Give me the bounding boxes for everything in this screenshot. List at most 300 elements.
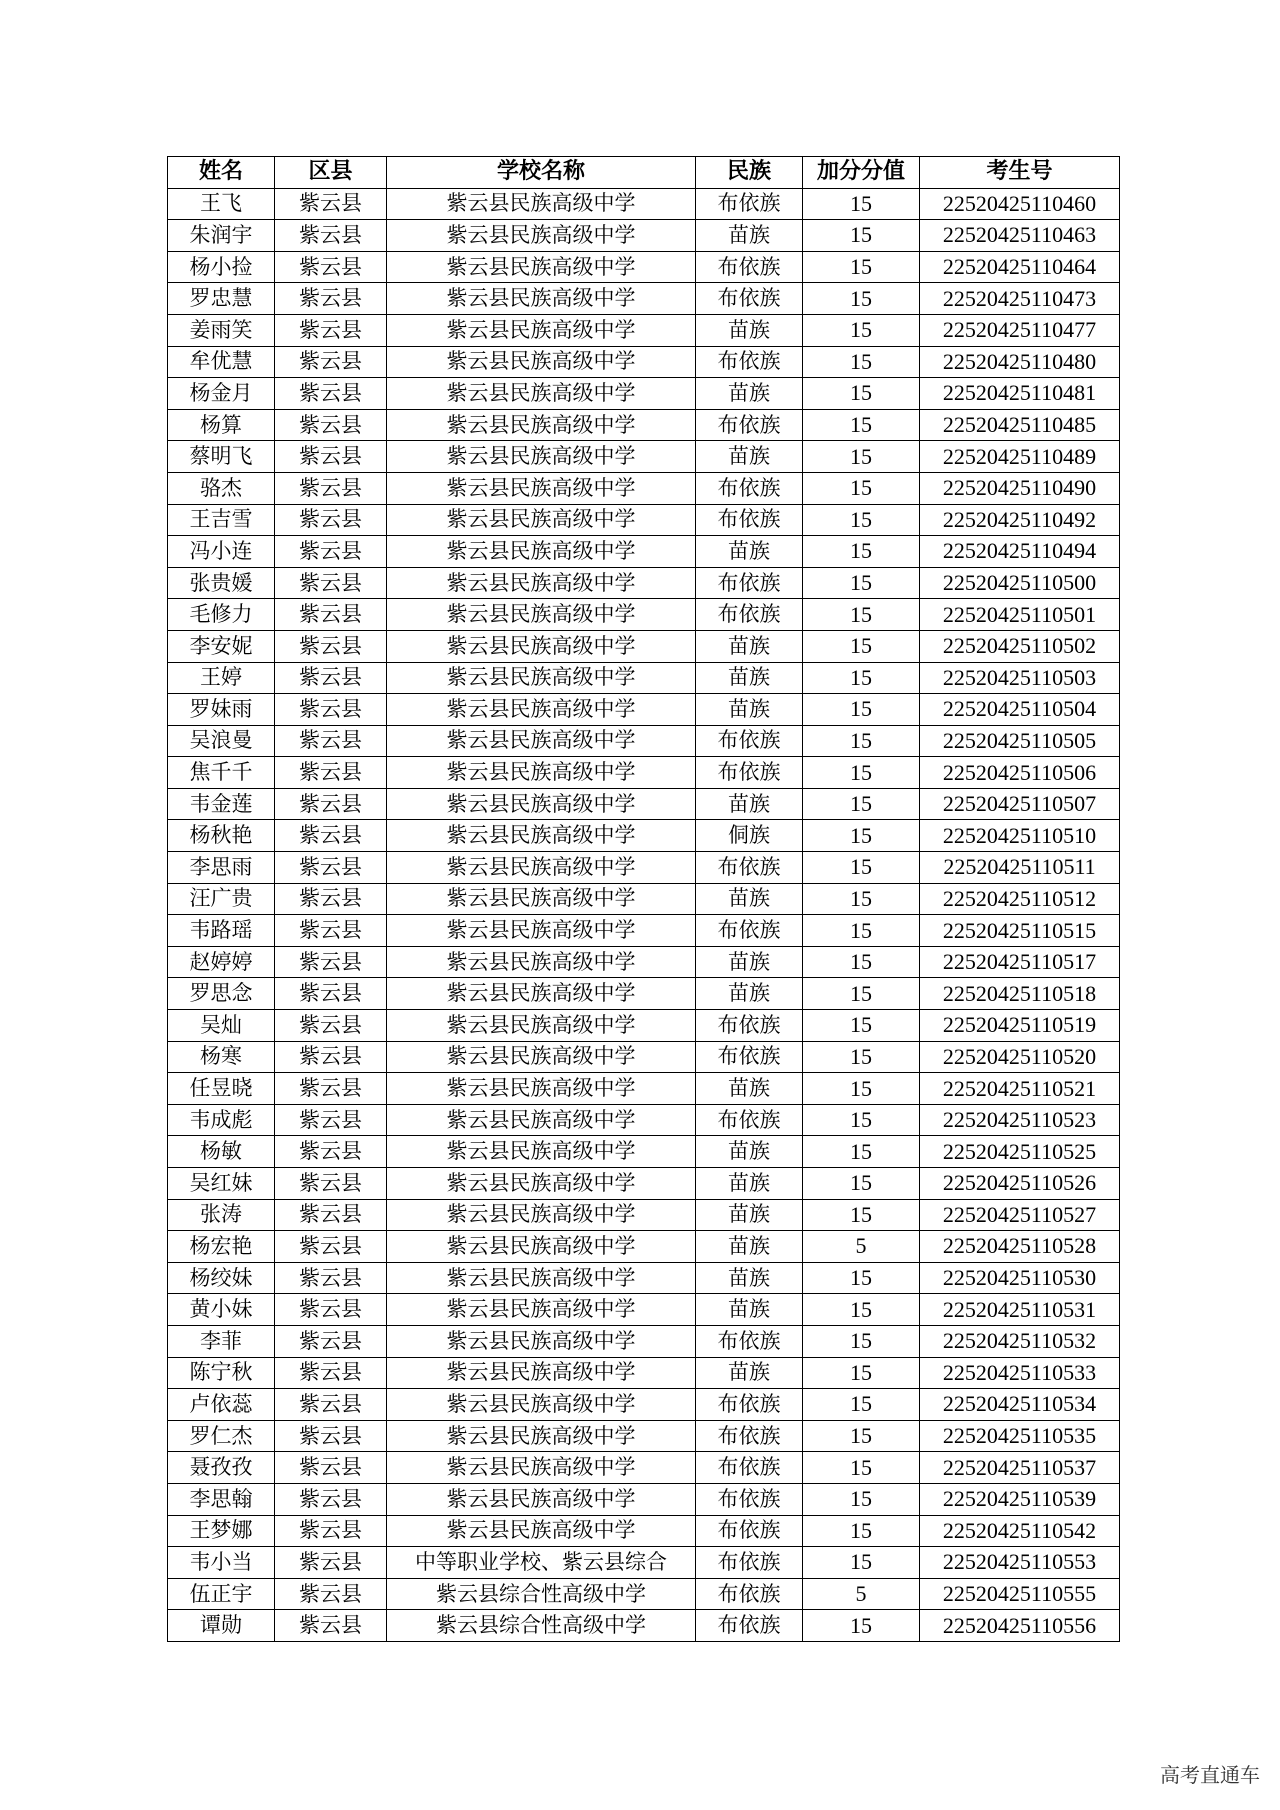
cell-district: 紫云县 — [275, 1515, 387, 1547]
cell-bonus-points: 15 — [803, 1610, 920, 1642]
cell-bonus-points: 15 — [803, 504, 920, 536]
cell-name: 罗忠慧 — [168, 283, 275, 315]
cell-name: 吴红妹 — [168, 1168, 275, 1200]
cell-exam-id: 22520425110500 — [920, 567, 1120, 599]
table-row — [168, 1262, 1120, 1294]
cell-name: 杨敏 — [168, 1136, 275, 1168]
cell-school: 紫云县民族高级中学 — [387, 346, 696, 378]
cell-bonus-points: 15 — [803, 915, 920, 947]
table-row — [168, 883, 1120, 915]
cell-school: 紫云县民族高级中学 — [387, 314, 696, 346]
cell-exam-id: 22520425110481 — [920, 378, 1120, 410]
table-row — [168, 915, 1120, 947]
cell-ethnicity: 苗族 — [696, 314, 803, 346]
cell-district: 紫云县 — [275, 1231, 387, 1263]
table-row — [168, 1168, 1120, 1200]
cell-exam-id: 22520425110527 — [920, 1199, 1120, 1231]
cell-ethnicity: 布依族 — [696, 1041, 803, 1073]
cell-name: 李思翰 — [168, 1483, 275, 1515]
cell-ethnicity: 布依族 — [696, 915, 803, 947]
cell-name: 李菲 — [168, 1325, 275, 1357]
cell-bonus-points: 15 — [803, 1483, 920, 1515]
cell-school: 紫云县民族高级中学 — [387, 1010, 696, 1042]
cell-name: 伍正宇 — [168, 1578, 275, 1610]
cell-ethnicity: 侗族 — [696, 820, 803, 852]
cell-exam-id: 22520425110510 — [920, 820, 1120, 852]
cell-ethnicity: 布依族 — [696, 1610, 803, 1642]
cell-exam-id: 22520425110502 — [920, 630, 1120, 662]
cell-bonus-points: 15 — [803, 1073, 920, 1105]
cell-ethnicity: 苗族 — [696, 946, 803, 978]
cell-ethnicity: 布依族 — [696, 567, 803, 599]
table-row — [168, 788, 1120, 820]
table-row — [168, 1515, 1120, 1547]
cell-bonus-points: 15 — [803, 409, 920, 441]
table-row — [168, 1420, 1120, 1452]
cell-name: 李安妮 — [168, 630, 275, 662]
cell-exam-id: 22520425110523 — [920, 1104, 1120, 1136]
cell-bonus-points: 15 — [803, 1357, 920, 1389]
cell-exam-id: 22520425110512 — [920, 883, 1120, 915]
cell-school: 紫云县民族高级中学 — [387, 472, 696, 504]
cell-ethnicity: 布依族 — [696, 599, 803, 631]
cell-school: 紫云县民族高级中学 — [387, 978, 696, 1010]
cell-ethnicity: 布依族 — [696, 1483, 803, 1515]
table-row — [168, 1136, 1120, 1168]
cell-name: 杨宏艳 — [168, 1231, 275, 1263]
cell-school: 紫云县民族高级中学 — [387, 883, 696, 915]
cell-bonus-points: 15 — [803, 1199, 920, 1231]
cell-district: 紫云县 — [275, 378, 387, 410]
cell-district: 紫云县 — [275, 1610, 387, 1642]
cell-district: 紫云县 — [275, 1168, 387, 1200]
table-row — [168, 694, 1120, 726]
table-row — [168, 283, 1120, 315]
cell-district: 紫云县 — [275, 1294, 387, 1326]
cell-name: 牟优慧 — [168, 346, 275, 378]
bonus-points-table — [167, 156, 1120, 1642]
table-body — [168, 188, 1120, 1641]
cell-school: 紫云县民族高级中学 — [387, 409, 696, 441]
cell-bonus-points: 15 — [803, 883, 920, 915]
table-row — [168, 1452, 1120, 1484]
cell-school: 紫云县民族高级中学 — [387, 820, 696, 852]
cell-ethnicity: 苗族 — [696, 1199, 803, 1231]
cell-exam-id: 22520425110518 — [920, 978, 1120, 1010]
cell-bonus-points: 15 — [803, 662, 920, 694]
cell-school: 紫云县民族高级中学 — [387, 1136, 696, 1168]
cell-bonus-points: 15 — [803, 567, 920, 599]
cell-district: 紫云县 — [275, 1136, 387, 1168]
cell-school: 紫云县民族高级中学 — [387, 378, 696, 410]
table-row — [168, 441, 1120, 473]
cell-school: 紫云县民族高级中学 — [387, 946, 696, 978]
cell-bonus-points: 15 — [803, 1041, 920, 1073]
cell-exam-id: 22520425110505 — [920, 725, 1120, 757]
cell-name: 吴灿 — [168, 1010, 275, 1042]
header-name: 姓名 — [168, 157, 275, 189]
cell-exam-id: 22520425110519 — [920, 1010, 1120, 1042]
cell-bonus-points: 15 — [803, 852, 920, 884]
cell-exam-id: 22520425110489 — [920, 441, 1120, 473]
cell-district: 紫云县 — [275, 630, 387, 662]
cell-ethnicity: 布依族 — [696, 725, 803, 757]
cell-school: 中等职业学校、紫云县综合 — [387, 1547, 696, 1579]
cell-exam-id: 22520425110531 — [920, 1294, 1120, 1326]
header-district: 区县 — [275, 157, 387, 189]
table-row — [168, 220, 1120, 252]
cell-bonus-points: 15 — [803, 1168, 920, 1200]
cell-ethnicity: 苗族 — [696, 1168, 803, 1200]
cell-ethnicity: 布依族 — [696, 1389, 803, 1421]
cell-school: 紫云县民族高级中学 — [387, 630, 696, 662]
cell-school: 紫云县民族高级中学 — [387, 504, 696, 536]
cell-bonus-points: 15 — [803, 599, 920, 631]
cell-ethnicity: 布依族 — [696, 472, 803, 504]
cell-name: 张贵媛 — [168, 567, 275, 599]
cell-school: 紫云县民族高级中学 — [387, 852, 696, 884]
cell-name: 聂孜孜 — [168, 1452, 275, 1484]
table-row — [168, 1294, 1120, 1326]
cell-name: 汪广贵 — [168, 883, 275, 915]
cell-ethnicity: 苗族 — [696, 883, 803, 915]
cell-ethnicity: 苗族 — [696, 978, 803, 1010]
header-school: 学校名称 — [387, 157, 696, 189]
cell-name: 杨秋艳 — [168, 820, 275, 852]
cell-school: 紫云县民族高级中学 — [387, 1231, 696, 1263]
cell-exam-id: 22520425110503 — [920, 662, 1120, 694]
cell-name: 韦小当 — [168, 1547, 275, 1579]
table-row — [168, 251, 1120, 283]
cell-exam-id: 22520425110525 — [920, 1136, 1120, 1168]
cell-exam-id: 22520425110526 — [920, 1168, 1120, 1200]
cell-school: 紫云县民族高级中学 — [387, 536, 696, 568]
cell-district: 紫云县 — [275, 1420, 387, 1452]
cell-district: 紫云县 — [275, 1199, 387, 1231]
cell-ethnicity: 布依族 — [696, 1104, 803, 1136]
cell-bonus-points: 15 — [803, 314, 920, 346]
cell-bonus-points: 15 — [803, 536, 920, 568]
cell-ethnicity: 苗族 — [696, 1262, 803, 1294]
cell-bonus-points: 5 — [803, 1231, 920, 1263]
cell-school: 紫云县民族高级中学 — [387, 1294, 696, 1326]
cell-district: 紫云县 — [275, 188, 387, 220]
cell-name: 王吉雪 — [168, 504, 275, 536]
cell-name: 李思雨 — [168, 852, 275, 884]
cell-name: 任昱晓 — [168, 1073, 275, 1105]
cell-ethnicity: 布依族 — [696, 1325, 803, 1357]
cell-exam-id: 22520425110533 — [920, 1357, 1120, 1389]
cell-district: 紫云县 — [275, 694, 387, 726]
cell-exam-id: 22520425110507 — [920, 788, 1120, 820]
cell-bonus-points: 15 — [803, 1389, 920, 1421]
cell-district: 紫云县 — [275, 662, 387, 694]
table-row — [168, 852, 1120, 884]
cell-name: 陈宁秋 — [168, 1357, 275, 1389]
cell-exam-id: 22520425110504 — [920, 694, 1120, 726]
cell-exam-id: 22520425110480 — [920, 346, 1120, 378]
cell-ethnicity: 苗族 — [696, 662, 803, 694]
cell-exam-id: 22520425110501 — [920, 599, 1120, 631]
cell-ethnicity: 苗族 — [696, 220, 803, 252]
cell-school: 紫云县民族高级中学 — [387, 1420, 696, 1452]
cell-exam-id: 22520425110506 — [920, 757, 1120, 789]
cell-school: 紫云县民族高级中学 — [387, 1041, 696, 1073]
cell-school: 紫云县民族高级中学 — [387, 220, 696, 252]
cell-name: 焦千千 — [168, 757, 275, 789]
cell-bonus-points: 5 — [803, 1578, 920, 1610]
cell-name: 韦路瑶 — [168, 915, 275, 947]
cell-district: 紫云县 — [275, 1452, 387, 1484]
table-row — [168, 567, 1120, 599]
cell-school: 紫云县民族高级中学 — [387, 188, 696, 220]
cell-bonus-points: 15 — [803, 978, 920, 1010]
cell-ethnicity: 苗族 — [696, 1357, 803, 1389]
cell-district: 紫云县 — [275, 599, 387, 631]
table-row — [168, 1357, 1120, 1389]
cell-bonus-points: 15 — [803, 378, 920, 410]
table-row — [168, 1104, 1120, 1136]
cell-bonus-points: 15 — [803, 1547, 920, 1579]
cell-exam-id: 22520425110532 — [920, 1325, 1120, 1357]
cell-district: 紫云县 — [275, 946, 387, 978]
cell-bonus-points: 15 — [803, 820, 920, 852]
header-bonus-points: 加分分值 — [803, 157, 920, 189]
cell-bonus-points: 15 — [803, 1420, 920, 1452]
cell-exam-id: 22520425110556 — [920, 1610, 1120, 1642]
cell-district: 紫云县 — [275, 472, 387, 504]
cell-exam-id: 22520425110517 — [920, 946, 1120, 978]
cell-name: 杨小捡 — [168, 251, 275, 283]
cell-bonus-points: 15 — [803, 946, 920, 978]
cell-name: 王飞 — [168, 188, 275, 220]
cell-name: 杨算 — [168, 409, 275, 441]
cell-school: 紫云县民族高级中学 — [387, 1262, 696, 1294]
cell-ethnicity: 苗族 — [696, 1073, 803, 1105]
table-row — [168, 378, 1120, 410]
cell-name: 杨绞妹 — [168, 1262, 275, 1294]
cell-bonus-points: 15 — [803, 725, 920, 757]
cell-district: 紫云县 — [275, 504, 387, 536]
table-row — [168, 314, 1120, 346]
cell-district: 紫云县 — [275, 820, 387, 852]
cell-ethnicity: 苗族 — [696, 378, 803, 410]
cell-school: 紫云县民族高级中学 — [387, 788, 696, 820]
cell-school: 紫云县民族高级中学 — [387, 599, 696, 631]
cell-district: 紫云县 — [275, 1104, 387, 1136]
cell-school: 紫云县民族高级中学 — [387, 725, 696, 757]
cell-exam-id: 22520425110515 — [920, 915, 1120, 947]
cell-exam-id: 22520425110463 — [920, 220, 1120, 252]
cell-school: 紫云县民族高级中学 — [387, 283, 696, 315]
cell-name: 杨金月 — [168, 378, 275, 410]
cell-ethnicity: 布依族 — [696, 504, 803, 536]
cell-school: 紫云县民族高级中学 — [387, 1357, 696, 1389]
cell-district: 紫云县 — [275, 409, 387, 441]
cell-bonus-points: 15 — [803, 472, 920, 504]
table-row — [168, 504, 1120, 536]
cell-district: 紫云县 — [275, 1578, 387, 1610]
table-row — [168, 978, 1120, 1010]
cell-exam-id: 22520425110553 — [920, 1547, 1120, 1579]
cell-exam-id: 22520425110490 — [920, 472, 1120, 504]
table-row — [168, 409, 1120, 441]
cell-ethnicity: 布依族 — [696, 409, 803, 441]
table-row — [168, 946, 1120, 978]
cell-school: 紫云县民族高级中学 — [387, 915, 696, 947]
cell-district: 紫云县 — [275, 725, 387, 757]
cell-school: 紫云县民族高级中学 — [387, 1073, 696, 1105]
cell-bonus-points: 15 — [803, 346, 920, 378]
cell-ethnicity: 布依族 — [696, 1010, 803, 1042]
table-row — [168, 1547, 1120, 1579]
cell-district: 紫云县 — [275, 1389, 387, 1421]
cell-exam-id: 22520425110542 — [920, 1515, 1120, 1547]
cell-district: 紫云县 — [275, 314, 387, 346]
cell-name: 谭勋 — [168, 1610, 275, 1642]
cell-ethnicity: 布依族 — [696, 757, 803, 789]
cell-exam-id: 22520425110511 — [920, 852, 1120, 884]
cell-school: 紫云县民族高级中学 — [387, 1199, 696, 1231]
header-exam-id: 考生号 — [920, 157, 1120, 189]
cell-school: 紫云县民族高级中学 — [387, 1325, 696, 1357]
cell-ethnicity: 布依族 — [696, 1452, 803, 1484]
cell-district: 紫云县 — [275, 757, 387, 789]
cell-exam-id: 22520425110473 — [920, 283, 1120, 315]
cell-exam-id: 22520425110460 — [920, 188, 1120, 220]
cell-ethnicity: 布依族 — [696, 852, 803, 884]
cell-district: 紫云县 — [275, 1010, 387, 1042]
cell-ethnicity: 苗族 — [696, 788, 803, 820]
cell-bonus-points: 15 — [803, 1262, 920, 1294]
cell-district: 紫云县 — [275, 852, 387, 884]
cell-ethnicity: 布依族 — [696, 283, 803, 315]
cell-bonus-points: 15 — [803, 1104, 920, 1136]
cell-bonus-points: 15 — [803, 630, 920, 662]
cell-district: 紫云县 — [275, 346, 387, 378]
cell-ethnicity: 布依族 — [696, 1515, 803, 1547]
cell-school: 紫云县民族高级中学 — [387, 1483, 696, 1515]
cell-school: 紫云县民族高级中学 — [387, 567, 696, 599]
cell-district: 紫云县 — [275, 1073, 387, 1105]
cell-ethnicity: 布依族 — [696, 251, 803, 283]
cell-district: 紫云县 — [275, 1357, 387, 1389]
cell-exam-id: 22520425110535 — [920, 1420, 1120, 1452]
cell-school: 紫云县民族高级中学 — [387, 694, 696, 726]
cell-ethnicity: 苗族 — [696, 1136, 803, 1168]
cell-district: 紫云县 — [275, 1325, 387, 1357]
cell-exam-id: 22520425110555 — [920, 1578, 1120, 1610]
cell-name: 毛修力 — [168, 599, 275, 631]
table-row — [168, 188, 1120, 220]
cell-district: 紫云县 — [275, 251, 387, 283]
cell-district: 紫云县 — [275, 1547, 387, 1579]
cell-bonus-points: 15 — [803, 1010, 920, 1042]
table-row — [168, 1010, 1120, 1042]
cell-bonus-points: 15 — [803, 694, 920, 726]
cell-district: 紫云县 — [275, 536, 387, 568]
table-row — [168, 472, 1120, 504]
table-row — [168, 757, 1120, 789]
cell-bonus-points: 15 — [803, 1515, 920, 1547]
cell-name: 王梦娜 — [168, 1515, 275, 1547]
cell-district: 紫云县 — [275, 883, 387, 915]
cell-name: 卢依蕊 — [168, 1389, 275, 1421]
cell-bonus-points: 15 — [803, 441, 920, 473]
cell-bonus-points: 15 — [803, 188, 920, 220]
cell-school: 紫云县综合性高级中学 — [387, 1610, 696, 1642]
cell-school: 紫云县民族高级中学 — [387, 1515, 696, 1547]
cell-bonus-points: 15 — [803, 1294, 920, 1326]
cell-district: 紫云县 — [275, 1262, 387, 1294]
table-row — [168, 1231, 1120, 1263]
table-row — [168, 1041, 1120, 1073]
cell-school: 紫云县民族高级中学 — [387, 441, 696, 473]
cell-name: 王婷 — [168, 662, 275, 694]
cell-school: 紫云县民族高级中学 — [387, 1452, 696, 1484]
cell-ethnicity: 布依族 — [696, 1578, 803, 1610]
cell-ethnicity: 布依族 — [696, 346, 803, 378]
cell-ethnicity: 苗族 — [696, 1294, 803, 1326]
cell-bonus-points: 15 — [803, 220, 920, 252]
cell-exam-id: 22520425110477 — [920, 314, 1120, 346]
cell-school: 紫云县民族高级中学 — [387, 662, 696, 694]
table-row — [168, 725, 1120, 757]
table-row — [168, 820, 1120, 852]
header-ethnicity: 民族 — [696, 157, 803, 189]
cell-school: 紫云县民族高级中学 — [387, 1389, 696, 1421]
cell-district: 紫云县 — [275, 788, 387, 820]
cell-exam-id: 22520425110534 — [920, 1389, 1120, 1421]
cell-exam-id: 22520425110520 — [920, 1041, 1120, 1073]
cell-school: 紫云县民族高级中学 — [387, 251, 696, 283]
cell-exam-id: 22520425110528 — [920, 1231, 1120, 1263]
table-row — [168, 1325, 1120, 1357]
cell-district: 紫云县 — [275, 441, 387, 473]
cell-bonus-points: 15 — [803, 757, 920, 789]
cell-exam-id: 22520425110530 — [920, 1262, 1120, 1294]
cell-district: 紫云县 — [275, 1041, 387, 1073]
cell-exam-id: 22520425110485 — [920, 409, 1120, 441]
cell-ethnicity: 布依族 — [696, 1420, 803, 1452]
cell-name: 韦金莲 — [168, 788, 275, 820]
cell-school: 紫云县综合性高级中学 — [387, 1578, 696, 1610]
cell-bonus-points: 15 — [803, 251, 920, 283]
cell-ethnicity: 苗族 — [696, 630, 803, 662]
cell-name: 张涛 — [168, 1199, 275, 1231]
cell-ethnicity: 苗族 — [696, 694, 803, 726]
cell-district: 紫云县 — [275, 567, 387, 599]
cell-district: 紫云县 — [275, 220, 387, 252]
cell-ethnicity: 布依族 — [696, 188, 803, 220]
cell-name: 罗妹雨 — [168, 694, 275, 726]
cell-exam-id: 22520425110539 — [920, 1483, 1120, 1515]
cell-name: 罗仁杰 — [168, 1420, 275, 1452]
cell-name: 冯小连 — [168, 536, 275, 568]
cell-exam-id: 22520425110464 — [920, 251, 1120, 283]
table-row — [168, 1073, 1120, 1105]
cell-name: 朱润宇 — [168, 220, 275, 252]
cell-bonus-points: 15 — [803, 1452, 920, 1484]
cell-ethnicity: 布依族 — [696, 1547, 803, 1579]
cell-bonus-points: 15 — [803, 788, 920, 820]
cell-bonus-points: 15 — [803, 283, 920, 315]
cell-exam-id: 22520425110494 — [920, 536, 1120, 568]
cell-name: 吴浪曼 — [168, 725, 275, 757]
cell-exam-id: 22520425110537 — [920, 1452, 1120, 1484]
cell-name: 赵婷婷 — [168, 946, 275, 978]
table-row — [168, 536, 1120, 568]
